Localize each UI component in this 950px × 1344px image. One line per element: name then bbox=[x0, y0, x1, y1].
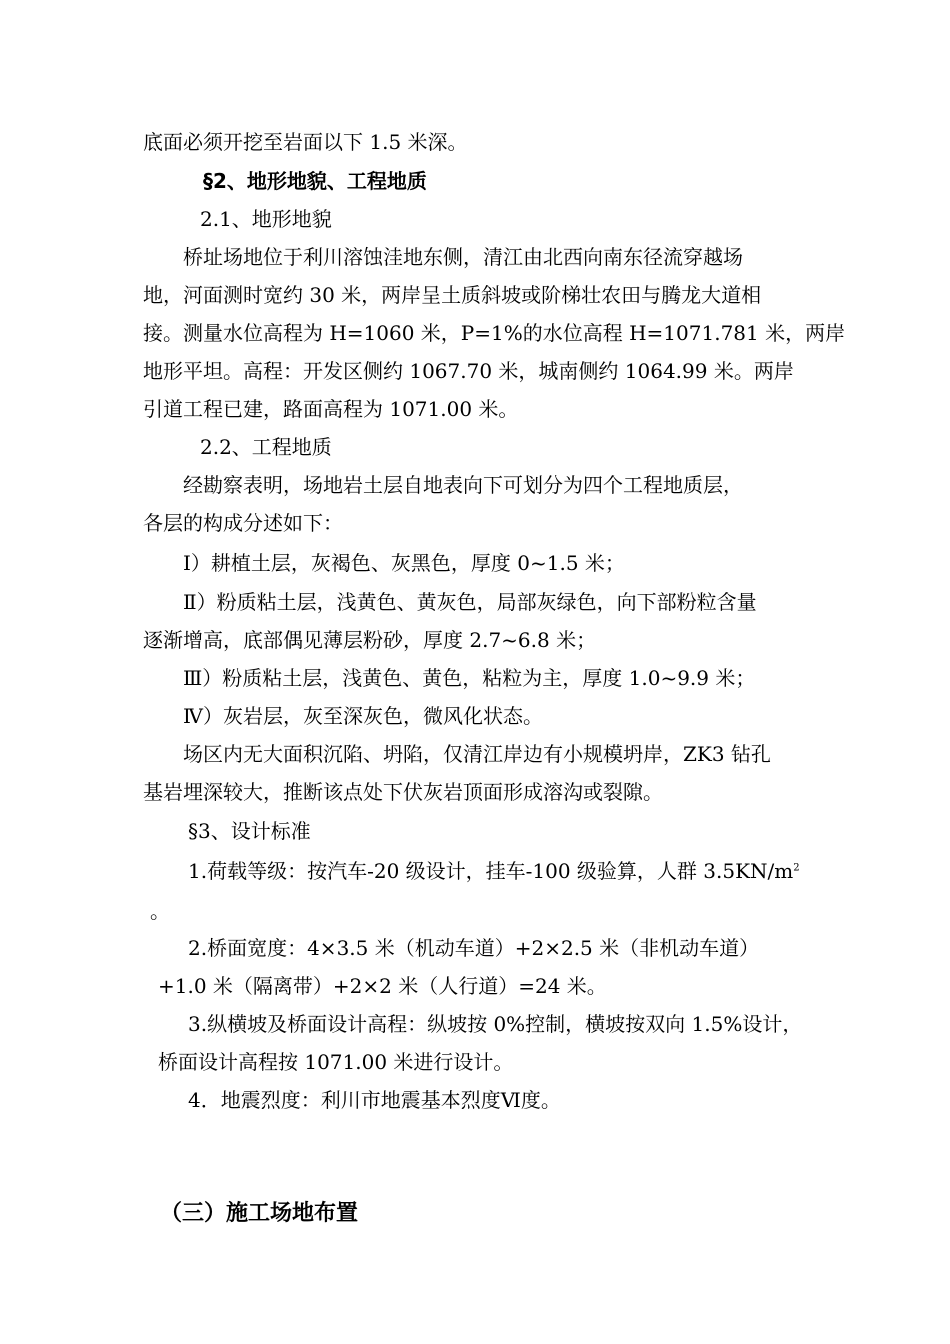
subsection-heading-2-2: 2.2、工程地质 bbox=[200, 435, 332, 459]
list-item-slope-cont: 桥面设计高程按 1071.00 米进行设计。 bbox=[158, 1050, 514, 1074]
list-item-load-grade-cont: 。 bbox=[150, 899, 170, 923]
list-item-load-grade bbox=[188, 856, 800, 886]
section-heading-3: §3、设计标准 bbox=[188, 819, 311, 843]
subsection-heading-2-1: 2.1、地形地貌 bbox=[200, 207, 332, 231]
paragraph-line: 地，河面测时宽约 30 米，两岸呈土质斜坡或阶梯壮农田与腾龙大道相 bbox=[143, 283, 762, 307]
list-item-layer-2-cont: 逐渐增高，底部偶见薄层粉砂，厚度 2.7~6.8 米； bbox=[143, 628, 597, 652]
paragraph-line: 各层的构成分述如下： bbox=[143, 511, 343, 535]
paragraph-line: 经勘察表明，场地岩土层自地表向下可划分为四个工程地质层， bbox=[183, 473, 743, 497]
superscript: 2 bbox=[793, 862, 800, 874]
list-item-seismic: 4．地震烈度：利川市地震基本烈度Ⅵ度。 bbox=[188, 1088, 561, 1112]
paragraph-line: 接。测量水位高程为 H=1060 米，P=1%的水位高程 H=1071.781 米，两岸 bbox=[143, 321, 846, 345]
list-item-layer-1: Ⅰ）耕植土层，灰褐色、灰黑色，厚度 0~1.5 米； bbox=[183, 551, 625, 575]
list-item-slope: 3.纵横坡及桥面设计高程：纵坡按 0%控制，横坡按双向 1.5%设计， bbox=[188, 1012, 803, 1036]
paragraph-line: 地形平坦。高程：开发区侧约 1067.70 米，城南侧约 1064.99 米。两岸 bbox=[143, 359, 794, 383]
section-heading-construction-site: （三）施工场地布置 bbox=[160, 1201, 359, 1226]
paragraph-line: 基岩埋深较大，推断该点处下伏灰岩顶面形成溶沟或裂隙。 bbox=[143, 780, 663, 804]
paragraph-line: 引道工程已建，路面高程为 1071.00 米。 bbox=[143, 397, 519, 421]
load-grade-text: 1.荷载等级：按汽车-20 级设计，挂车-100 级验算，人群 3.5KN/m bbox=[188, 859, 794, 883]
paragraph-line: 底面必须开挖至岩面以下 1.5 米深。 bbox=[143, 130, 468, 154]
list-item-layer-3: Ⅲ）粉质粘土层，浅黄色、黄色，粘粒为主，厚度 1.0~9.9 米； bbox=[183, 666, 756, 690]
list-item-deck-width-cont: +1.0 米（隔离带）+2×2 米（人行道）=24 米。 bbox=[158, 974, 607, 998]
list-item-layer-2: Ⅱ）粉质粘土层，浅黄色、黄灰色，局部灰绿色，向下部粉粒含量 bbox=[183, 590, 757, 614]
paragraph-line: 场区内无大面积沉陷、坍陷，仅清江岸边有小规模坍岸，ZK3 钻孔 bbox=[183, 742, 771, 766]
list-item-deck-width: 2.桥面宽度：4×3.5 米（机动车道）+2×2.5 米（非机动车道） bbox=[188, 936, 760, 960]
paragraph-line: 桥址场地位于利川溶蚀洼地东侧，清江由北西向南东径流穿越场 bbox=[183, 245, 743, 269]
section-heading-2: §2、地形地貌、工程地质 bbox=[203, 169, 427, 193]
list-item-layer-4: Ⅳ）灰岩层，灰至深灰色，微风化状态。 bbox=[183, 704, 543, 728]
